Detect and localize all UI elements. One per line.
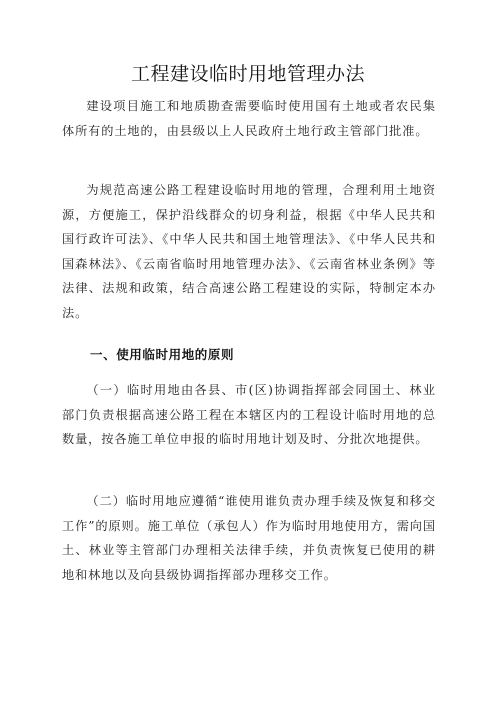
paragraph-approval: 建设项目施工和地质勘查需要临时使用国有土地或者农民集体所有的土地的，由县级以上人民政府土地行政主管部门批准。 bbox=[62, 99, 436, 138]
paragraph-purpose: 为规范高速公路工程建设临时用地的管理，合理利用土地资源，方便施工，保护沿线群众的切身利益，根据《中华人民共和国行政许可法》、《中华人民共和国土地管理法》、《中华人民共和国森林法》、《云南省临时用地管理办法》、《云南省林业条例》等法律、法规和政策，结合高速公路工程建设的实际，特制定本办法。 bbox=[62, 183, 436, 320]
paragraph-principle-2: （二）临时用地应遵循“谁使用谁负责办理手续及恢复和移交工作”的原则。施工单位（承包人）作为临时用地使用方，需向国土、林业等主管部门办理相关法律手续，并负责恢复已使用的耕地和林地以及向县级协调指挥部办理移交工作。 bbox=[62, 494, 436, 582]
document-title: 工程建设临时用地管理办法 bbox=[130, 63, 365, 85]
section-heading-principles: 一、使用临时用地的原则 bbox=[90, 347, 235, 362]
paragraph-principle-1: （一）临时用地由各县、市(区)协调指挥部会同国土、林业部门负责根据高速公路工程在本辖区内的工程设计临时用地的总数量，按各施工单位申报的临时用地计划及时、分批次地提供。 bbox=[62, 383, 436, 447]
